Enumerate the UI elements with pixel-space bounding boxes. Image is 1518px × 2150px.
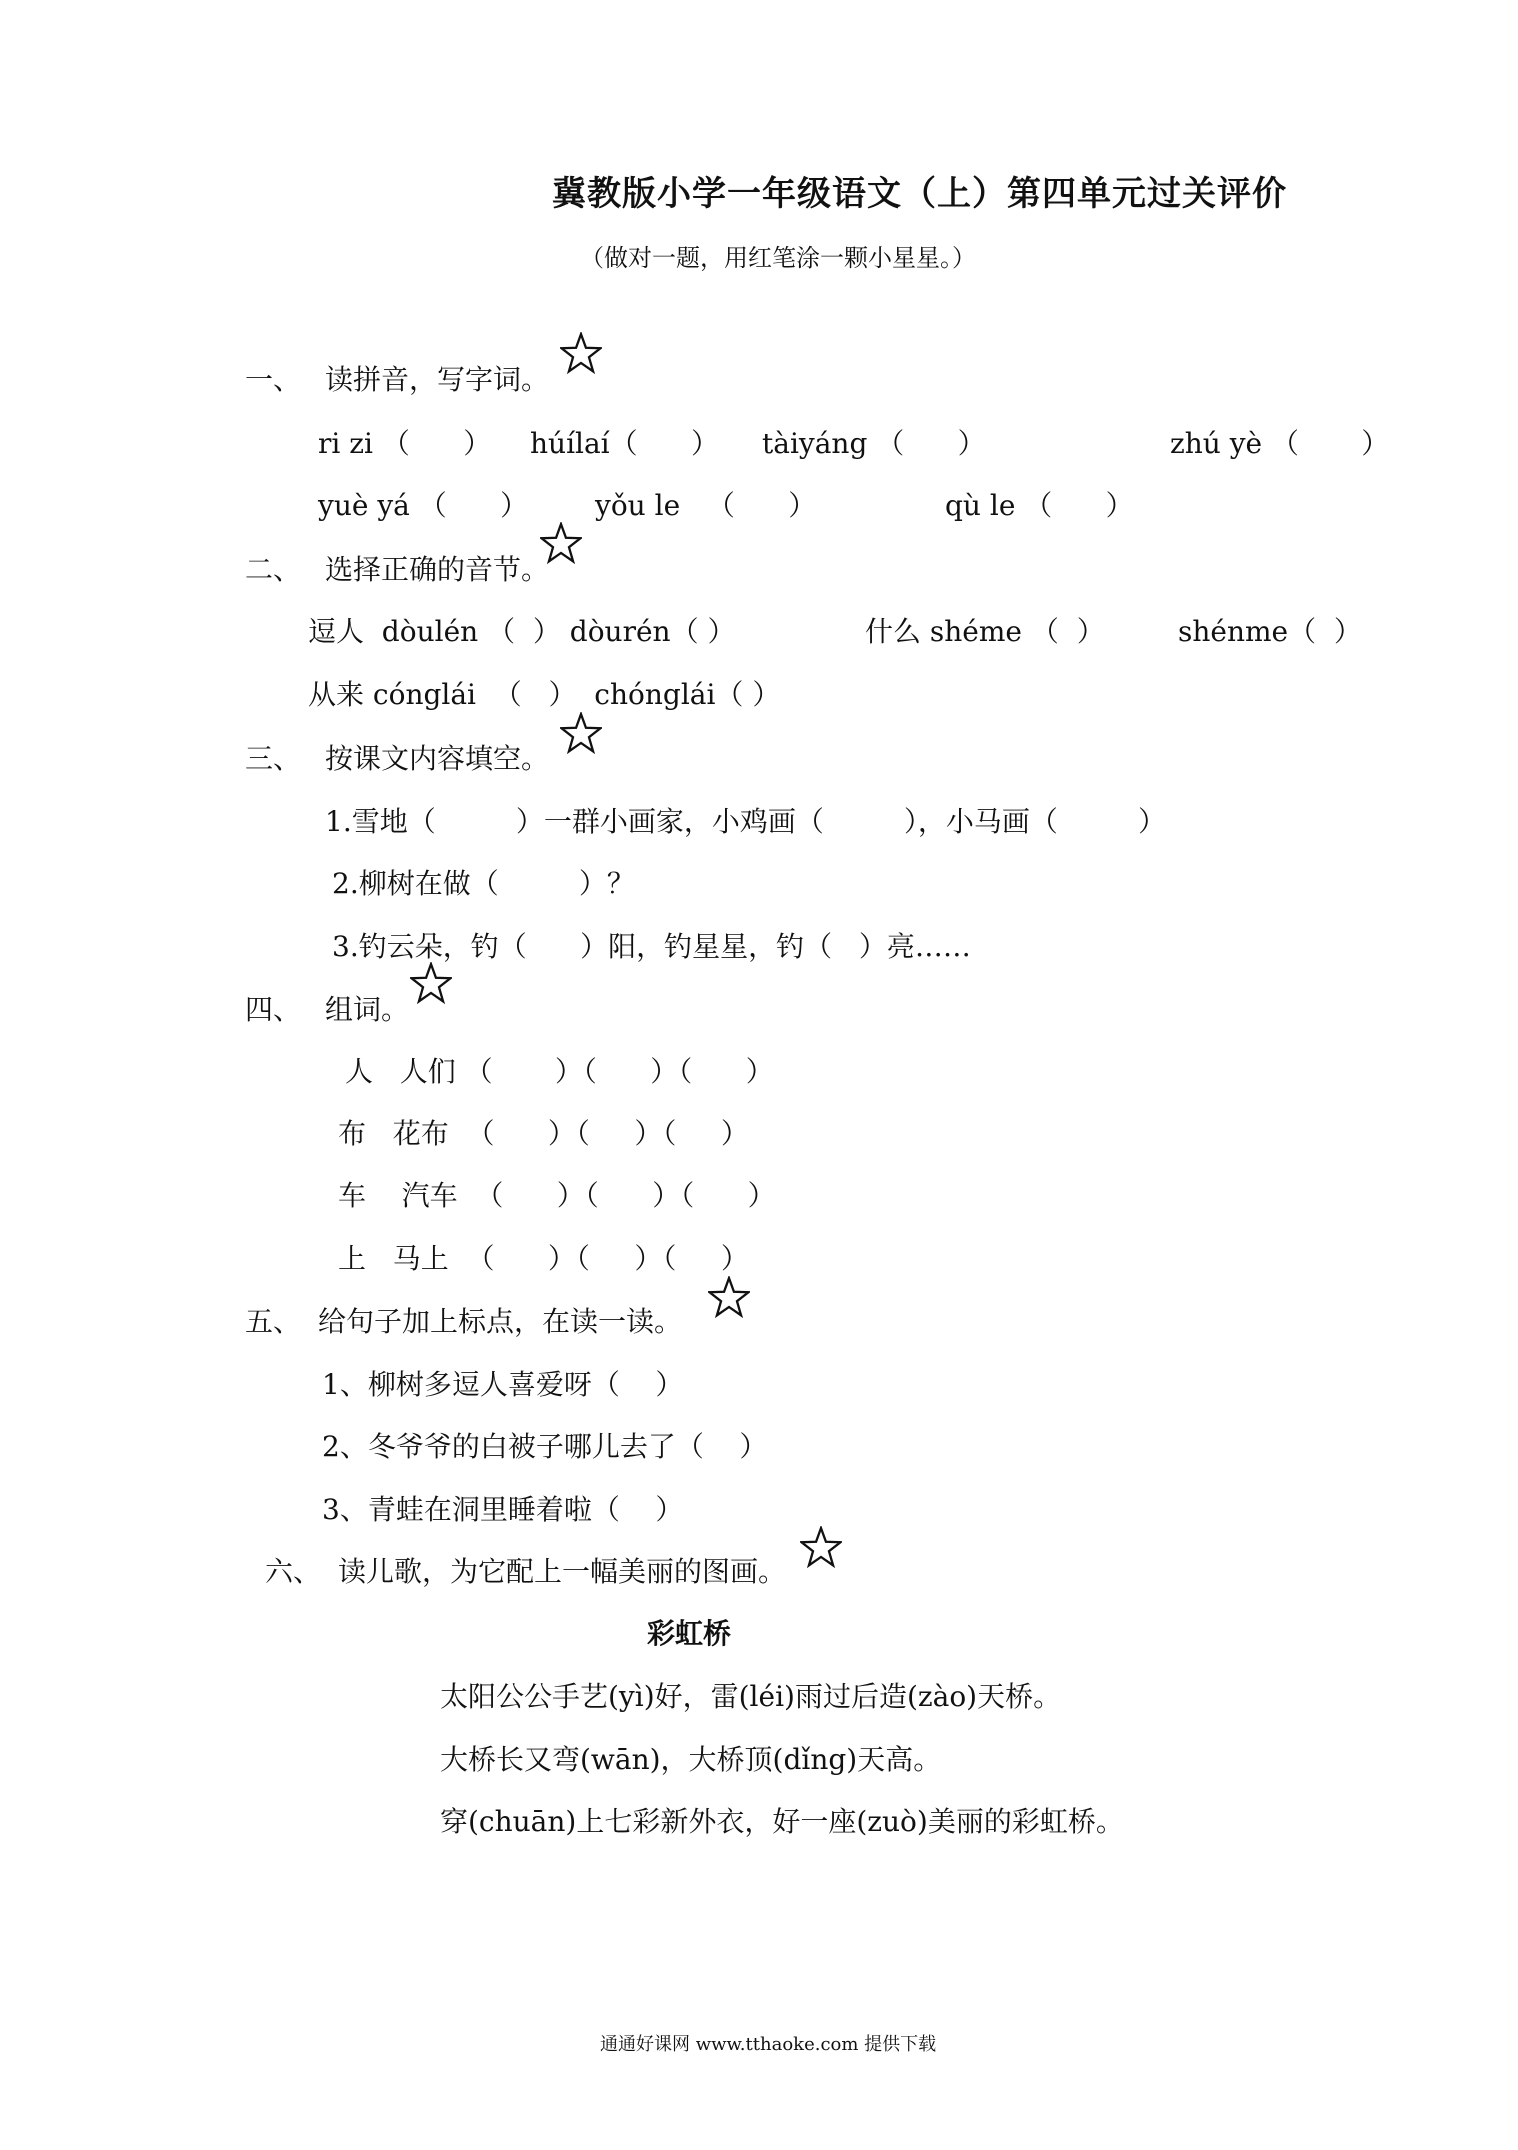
section-1-instruction: 读拼音，写字词。 [325, 363, 550, 396]
section-3-instruction: 按课文内容填空。 [325, 742, 550, 775]
word-group-line: 布 花布 （ ）（ ）（ ） [338, 1117, 749, 1150]
page-title: 冀教版小学一年级语文（上）第四单元过关评价 [552, 174, 1287, 214]
section-4-instruction: 组词。 [325, 993, 410, 1026]
word-group-line: 上 马上 （ ）（ ）（ ） [338, 1242, 749, 1275]
syllable-item: 从来 cónglái （ ） chónglái（ ） [308, 678, 781, 711]
pinyin-item: yǒu le （ ） [595, 489, 817, 522]
section-2-number: 二、 [245, 553, 302, 586]
pinyin-item: yuè yá （ ） [318, 489, 529, 522]
star-icon [560, 712, 602, 754]
star-icon [560, 332, 602, 374]
star-icon [410, 962, 452, 1004]
section-6-number: 六、 [265, 1555, 322, 1588]
punctuation-line: 3、青蛙在洞里睡着啦（ ） [322, 1493, 684, 1526]
section-5-number: 五、 [245, 1305, 302, 1338]
pinyin-item: zhú yè （ ） [1170, 427, 1390, 460]
section-6-instruction: 读儿歌，为它配上一幅美丽的图画。 [338, 1555, 787, 1588]
section-3-number: 三、 [245, 742, 302, 775]
punctuation-line: 1、柳树多逗人喜爱呀（ ） [322, 1368, 684, 1401]
syllable-item: 什么 shéme （ ） [865, 615, 1105, 648]
star-icon [800, 1526, 842, 1568]
pinyin-item: tàiyáng （ ） [762, 427, 986, 460]
star-icon [708, 1276, 750, 1318]
page-footer: 通通好课网 www.tthaoke.com 提供下载 [600, 2034, 937, 2055]
punctuation-line: 2、冬爷爷的白被子哪儿去了（ ） [322, 1430, 768, 1463]
star-icon [540, 522, 582, 564]
section-4-number: 四、 [245, 993, 302, 1026]
page-subtitle: （做对一题，用红笔涂一颗小星星。） [580, 244, 976, 272]
poem-line: 太阳公公手艺(yì)好，雷(léi)雨过后造(zào)天桥。 [440, 1680, 1062, 1713]
word-group-line: 车 汽车 （ ）（ ）（ ） [338, 1179, 776, 1212]
syllable-item: shénme（ ） [1178, 615, 1362, 648]
pinyin-item: ri zi （ ） [318, 427, 492, 460]
poem-line: 大桥长又弯(wān)，大桥顶(dǐng)天高。 [440, 1743, 942, 1776]
syllable-item: 逗人 dòulén （ ） dòurén（ ） [308, 615, 736, 648]
poem-line: 穿(chuān)上七彩新外衣，好一座(zuò)美丽的彩虹桥。 [440, 1805, 1124, 1838]
fill-blank-line: 2.柳树在做（ ）？ [332, 867, 635, 900]
section-1-number: 一、 [245, 363, 302, 396]
word-group-line: 人 人们 （ ）（ ）（ ） [345, 1055, 774, 1088]
fill-blank-line: 1.雪地（ ）一群小画家，小鸡画（ ），小马画（ ） [325, 805, 1167, 838]
poem-title: 彩虹桥 [647, 1617, 732, 1650]
pinyin-item: húílaí（ ） [530, 427, 720, 460]
fill-blank-line: 3.钓云朵，钓（ ）阳，钓星星，钓（ ）亮…… [332, 930, 971, 963]
section-2-instruction: 选择正确的音节。 [325, 553, 550, 586]
section-5-instruction: 给句子加上标点，在读一读。 [318, 1305, 683, 1338]
pinyin-item: qù le （ ） [945, 489, 1134, 522]
